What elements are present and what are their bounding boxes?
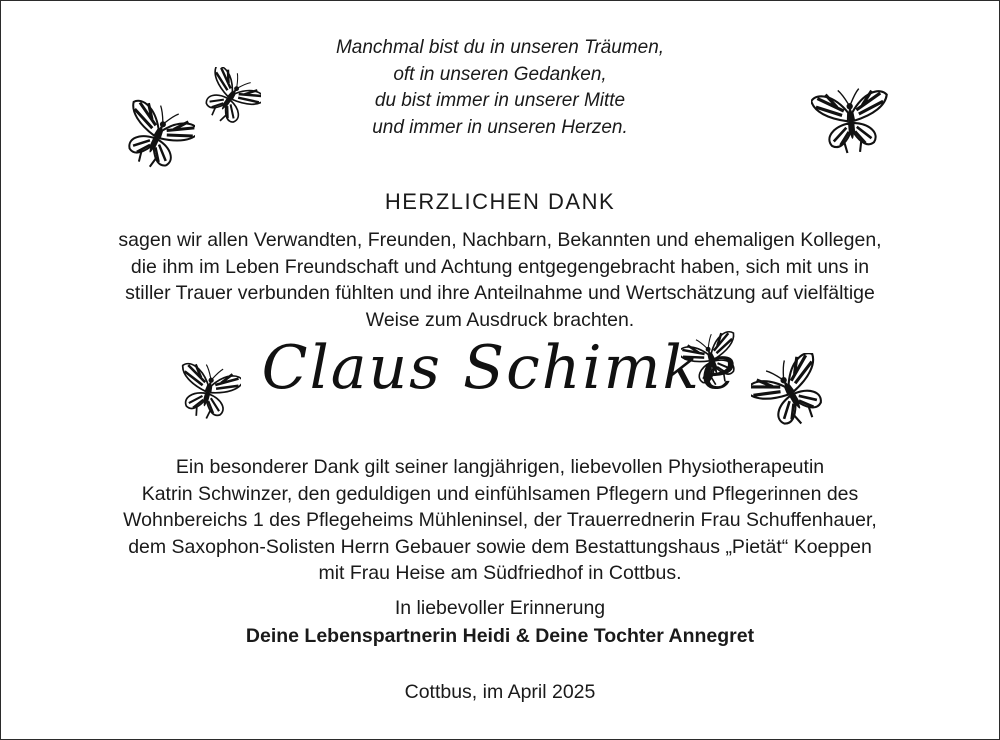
special-thanks-line: Katrin Schwinzer, den geduldigen und einfühlsamen Pflegern und Pflegerinnen des — [141, 482, 859, 505]
thanks-paragraph — [1, 227, 999, 333]
special-thanks-line: Ein besonderer Dank gilt seiner langjährigen, liebevollen Physiotherapeutin — [175, 456, 825, 478]
thanks-line: stiller Trauer verbunden fühlten und ihre Anteilnahme und Wertschätzung auf vielfältige — [125, 282, 875, 304]
memory-line: In liebevoller Erinnerung — [394, 597, 606, 619]
deceased-name: Claus Schimke — [261, 333, 739, 403]
special-thanks-line: mit Frau Heise am Südfriedhof in Cottbus. — [318, 562, 682, 584]
signers: Deine Lebenspartnerin Heidi & Deine Tochter Annegret — [245, 625, 755, 647]
thanks-line: die ihm im Leben Freundschaft und Achtung entgegengebracht haben, sich mit uns in — [130, 255, 870, 278]
poem-line: und immer in unseren Herzen. — [372, 116, 628, 138]
poem-line: du bist immer in unserer Mitte — [374, 90, 626, 111]
thanks-line: sagen wir allen Verwandten, Freunden, Nachbarn, Bekannten und ehemaligen Kollegen, — [118, 229, 882, 251]
heading: HERZLICHEN DANK — [384, 189, 616, 214]
thanks-line: Weise zum Ausdruck brachten. — [365, 308, 635, 331]
poem-line: oft in unseren Gedanken, — [393, 63, 607, 85]
special-thanks-paragraph — [1, 454, 999, 587]
place-date: Cottbus, im April 2025 — [404, 681, 596, 703]
poem — [1, 35, 999, 141]
special-thanks-line: Wohnbereichs 1 des Pflegeheims Mühleninsel, der Trauerrednerin Frau Schuffenhauer, — [123, 509, 877, 531]
poem-line: Manchmal bist du in unseren Träumen, — [335, 37, 665, 58]
special-thanks-line: dem Saxophon-Solisten Herrn Gebauer sowie dem Bestattungshaus „Pietät“ Koeppen — [128, 535, 872, 558]
